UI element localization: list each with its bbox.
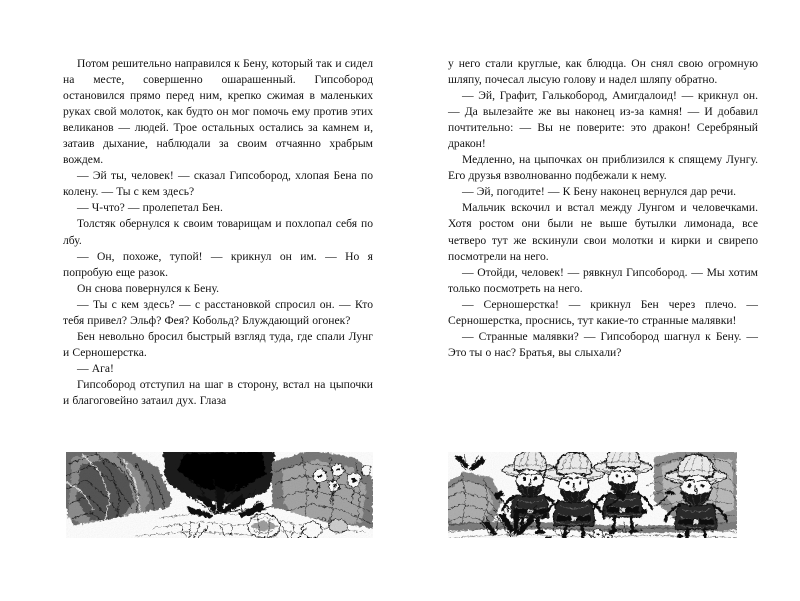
paragraph: Потом решительно направился к Бену, который так и сидел на месте, совершенно ошарашенный. Гипсобород остановился прямо перед ним, крепко сжимая в маленьких руках свой молоток, как будто он мог помочь ему против этих великанов — людей. Трое остальных остались за камнем и, затаив дыхание, наблюдали за своим отчаянно храбрым вождем. [63,57,373,167]
right-page [400,0,800,601]
paragraph: — Эй, Графит, Галькобород, Амигдалоид! — крикнул он. — Да вылезайте же вы наконец из-за камня! — И добавил почтительно: — Вы не поверите: это дракон! Серебряный дракон! [448,89,758,151]
right-page-textblock [448,56,758,361]
paragraph: Он снова повернулся к Бену. [77,281,219,295]
paragraph: — Серношерстка! — крикнул Бен через плечо. — Серношерстка, проснись, тут какие-то странные малявки! [448,297,758,327]
paragraph: Гипсобород отступил на шаг в сторону, встал на цыпочки и благоговейно затаил дух. Глаза [63,377,373,407]
paragraph: Мальчик вскочил и встал между Лунгом и человечками. Хотя ростом они были не выше бутылки лимонада, все четверо тут же вскинули свои молотки и кирки и свирепо посмотрели на него. [448,201,758,263]
paragraph: — Эй ты, человек! — сказал Гипсобород, хлопая Бена по колену. — Ты с кем здесь? [63,169,373,199]
paragraph: — Странные малявки? — Гипсобород шагнул к Бену. — Это ты о нас? Братья, вы слыхали? [448,329,758,359]
paragraph: Толстяк обернулся к своим товарищам и похлопал себя по лбу. [63,217,373,247]
paragraph: — Ты с кем здесь? — с расстановкой спросил он. — Кто тебя привел? Эльф? Фея? Кобольд? Блуждающий огонек? [63,297,373,327]
left-page-illustration [66,452,373,543]
paragraph: Бен невольно бросил быстрый взгляд туда, где спали Лунг и Серношерстка. [63,329,373,359]
four-dwarves-with-wide-brimmed-hats-icon [448,452,737,543]
paragraph: — Отойди, человек! — рявкнул Гипсобород. — Мы хотим только посмотреть на него. [448,265,758,295]
paragraph: у него стали круглые, как блюдца. Он снял свою огромную шляпу, почесал лысую голову и надел шляпу обратно. [448,57,758,87]
paragraph: Медленно, на цыпочках он приблизился к спящему Лунгу. Его друзья взволнованно подбежали к нему. [448,153,758,183]
paragraph: — Эй, погодите! — К Бену наконец вернулся дар речи. [462,185,737,199]
left-page-textblock [63,56,373,409]
paragraph: — Ага! [77,361,114,375]
paragraph: — Он, похоже, тупой! — крикнул он им. — Но я попробую еще разок. [63,249,373,279]
paragraph: — Ч-что? — пролепетал Бен. [77,201,223,215]
rocky-cave-entrance-with-foliage-icon [66,452,373,543]
right-page-illustration [448,452,737,543]
